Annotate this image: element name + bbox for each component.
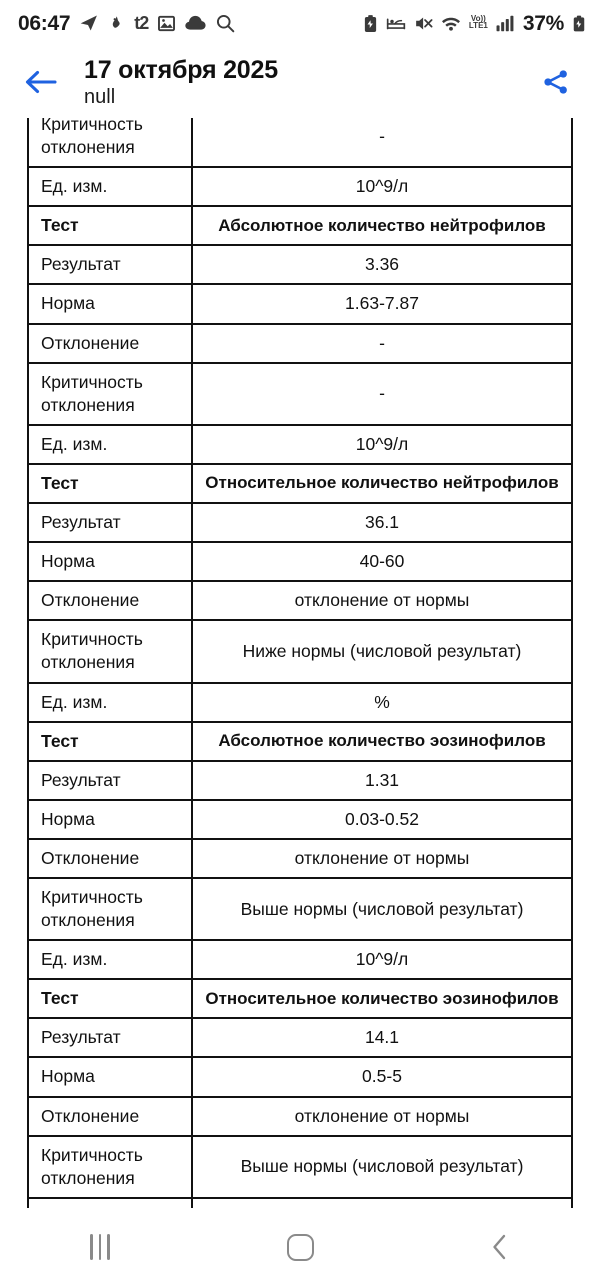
table-cell-value: Абсолютное количество нейтрофилов xyxy=(192,206,572,245)
status-clock: 06:47 xyxy=(18,11,71,35)
app-bar-titles xyxy=(84,56,534,109)
table-cell-value: - xyxy=(192,324,572,363)
table-cell-label: Ед. изм. xyxy=(28,940,192,979)
table-row xyxy=(28,1018,572,1057)
table-cell-label: Норма xyxy=(28,284,192,323)
table-cell-label: Норма xyxy=(28,800,192,839)
battery-saver-icon xyxy=(363,14,378,33)
table-row xyxy=(28,683,572,722)
table-cell-label: Тест xyxy=(28,979,192,1018)
table-cell-label: Ед. изм. xyxy=(28,683,192,722)
table-row xyxy=(28,167,572,206)
volte-label: Vo)) xyxy=(470,14,486,24)
scroll-content[interactable] xyxy=(0,118,600,1208)
table-cell-value: 0.5-5 xyxy=(192,1057,572,1096)
battery-icon xyxy=(572,14,586,33)
app-bar xyxy=(0,46,600,118)
table-row xyxy=(28,206,572,245)
home-icon xyxy=(287,1234,314,1261)
back-nav-button[interactable] xyxy=(458,1219,542,1275)
table-cell-value: - xyxy=(192,118,572,167)
table-row xyxy=(28,800,572,839)
table-cell-label: Ед. изм. xyxy=(28,425,192,464)
table-cell-value: отклонение от нормы xyxy=(192,1097,572,1136)
table-cell-value: 40-60 xyxy=(192,542,572,581)
app-notification-icon xyxy=(108,14,125,33)
battery-percent-label: 37% xyxy=(522,11,564,35)
table-cell-value: отклонение от нормы xyxy=(192,839,572,878)
table-row xyxy=(28,425,572,464)
bedtime-mode-icon xyxy=(386,16,406,31)
table-cell-label: Результат xyxy=(28,1018,192,1057)
gallery-image-icon xyxy=(157,14,176,33)
status-bar xyxy=(0,0,600,46)
table-row xyxy=(28,620,572,682)
table-row xyxy=(28,245,572,284)
table-cell-value: Выше нормы (числовой результат) xyxy=(192,878,572,940)
table-cell-label xyxy=(28,1198,192,1208)
table-cell-value: 14.1 xyxy=(192,1018,572,1057)
back-button[interactable] xyxy=(18,59,64,105)
table-row xyxy=(28,1198,572,1208)
lab-results-body xyxy=(28,118,572,1208)
table-cell-value: - xyxy=(192,363,572,425)
table-cell-label: Критичность отклонения xyxy=(28,1136,192,1198)
table-cell-value: отклонение от нормы xyxy=(192,581,572,620)
table-cell-value xyxy=(192,1198,572,1208)
signal-bars-icon xyxy=(496,15,515,32)
table-row xyxy=(28,464,572,503)
telegram-plane-icon xyxy=(79,13,99,33)
table-cell-value: % xyxy=(192,683,572,722)
table-cell-label: Критичность отклонения xyxy=(28,363,192,425)
table-cell-value: Ниже нормы (числовой результат) xyxy=(192,620,572,682)
table-row xyxy=(28,503,572,542)
table-cell-label: Результат xyxy=(28,761,192,800)
table-cell-value: 1.63-7.87 xyxy=(192,284,572,323)
table-row xyxy=(28,324,572,363)
table-cell-label: Критичность отклонения xyxy=(28,878,192,940)
table-cell-value: 0.03-0.52 xyxy=(192,800,572,839)
arrow-left-icon xyxy=(24,67,58,97)
status-bar-left xyxy=(18,13,235,34)
search-icon xyxy=(215,13,235,33)
table-cell-value: 3.36 xyxy=(192,245,572,284)
table-cell-value: Относительное количество нейтрофилов xyxy=(192,464,572,503)
table-cell-label: Результат xyxy=(28,245,192,284)
page-title: 17 октября 2025 xyxy=(84,55,278,84)
table-row xyxy=(28,1097,572,1136)
table-row xyxy=(28,542,572,581)
mute-icon xyxy=(414,15,433,32)
table-cell-label: Отклонение xyxy=(28,581,192,620)
table-cell-label: Критичность отклонения xyxy=(28,620,192,682)
table-cell-value: Абсолютное количество эозинофилов xyxy=(192,722,572,761)
table-row xyxy=(28,761,572,800)
table-cell-value: Относительное количество эозинофилов xyxy=(192,979,572,1018)
table-cell-label: Норма xyxy=(28,542,192,581)
table-cell-label: Тест xyxy=(28,464,192,503)
table-cell-label: Норма xyxy=(28,1057,192,1096)
recents-icon xyxy=(90,1234,110,1260)
home-button[interactable] xyxy=(258,1219,342,1275)
table-row xyxy=(28,1136,572,1198)
table-cell-value: 10^9/л xyxy=(192,167,572,206)
cloud-icon xyxy=(185,15,206,31)
carrier-t2-icon: t2 xyxy=(134,13,149,33)
table-row xyxy=(28,581,572,620)
page-subtitle: null xyxy=(84,85,116,108)
lab-results-table xyxy=(27,118,573,1208)
table-cell-value: 36.1 xyxy=(192,503,572,542)
table-row xyxy=(28,979,572,1018)
table-cell-value: 1.31 xyxy=(192,761,572,800)
table-row xyxy=(28,1057,572,1096)
table-row xyxy=(28,940,572,979)
table-row xyxy=(28,839,572,878)
table-cell-label: Отклонение xyxy=(28,1097,192,1136)
table-cell-label: Критичность отклонения xyxy=(28,118,192,167)
table-row xyxy=(28,878,572,940)
table-cell-label: Отклонение xyxy=(28,839,192,878)
table-cell-label: Результат xyxy=(28,503,192,542)
table-row xyxy=(28,284,572,323)
table-row xyxy=(28,363,572,425)
share-button[interactable] xyxy=(534,60,578,104)
share-icon xyxy=(541,67,571,97)
status-bar-right xyxy=(363,13,586,34)
android-nav-bar xyxy=(0,1208,600,1286)
lte-label: LTE1 xyxy=(468,21,488,30)
back-chevron-icon xyxy=(488,1232,512,1262)
table-cell-label: Ед. изм. xyxy=(28,167,192,206)
table-cell-value: 10^9/л xyxy=(192,940,572,979)
table-cell-label: Отклонение xyxy=(28,324,192,363)
table-cell-value: 10^9/л xyxy=(192,425,572,464)
table-cell-value: Выше нормы (числовой результат) xyxy=(192,1136,572,1198)
volte-lte-icon xyxy=(469,16,488,30)
table-cell-label: Тест xyxy=(28,206,192,245)
wifi-icon xyxy=(441,15,461,31)
table-row xyxy=(28,722,572,761)
table-cell-label: Тест xyxy=(28,722,192,761)
table-row xyxy=(28,118,572,167)
recents-button[interactable] xyxy=(58,1219,142,1275)
